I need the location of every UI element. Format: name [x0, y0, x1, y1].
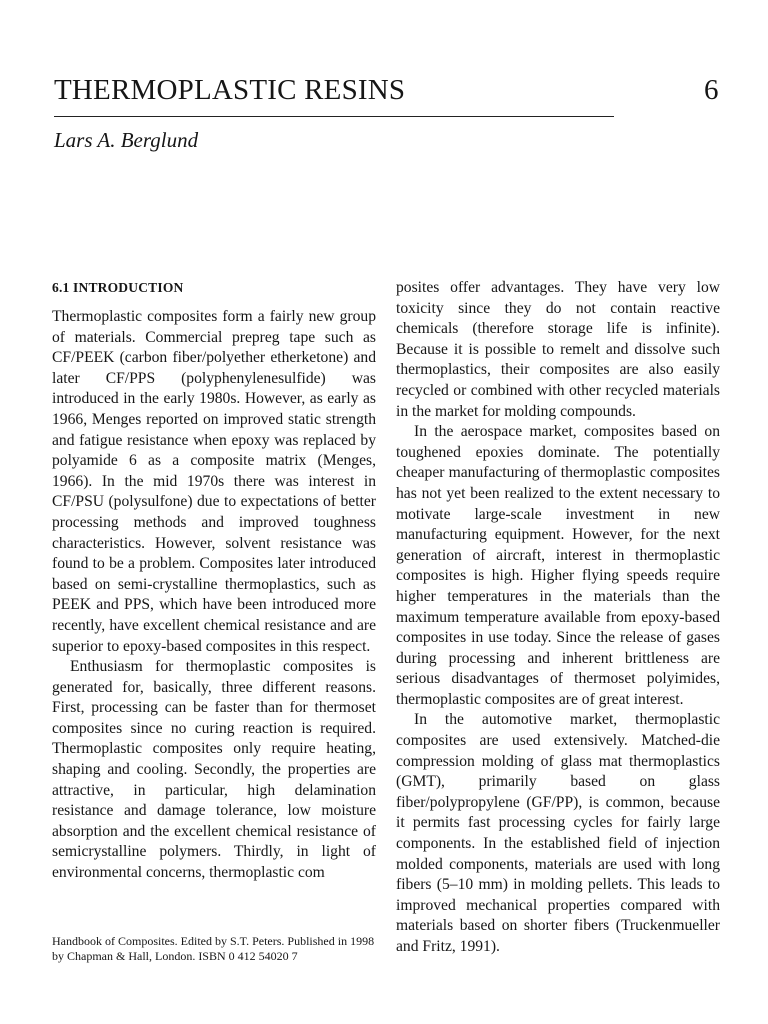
section-heading: 6.1 INTRODUCTION	[52, 280, 184, 295]
title-rule	[54, 116, 614, 117]
right-column	[396, 278, 720, 958]
paragraph: In the automotive market, thermoplastic composites are used extensively. Matched-die compression molding of glass mat thermoplastics (GMT), primarily based on glass fiber/polypropylene (GF/PP), is common, because it permits fast processing cycles for fairly large components. In the established field of injection molded components, materials are used with long fibers (5–10 mm) in molding pellets. This leads to improved mechanical properties compared with materials based on shorter fibers (Truckenmueller and Fritz, 1991).	[396, 711, 720, 955]
author-name: Lars A. Berglund	[54, 128, 199, 152]
paragraph: posites offer advantages. They have very low toxicity since they do not contain reactive chemicals (therefore storage life is infinite). Because it is possible to remelt and dissolve such thermoplastics, their composites are also easily recycled or combined with other recycled materials in the market for molding compounds.	[396, 279, 720, 420]
chapter-title: THERMOPLASTIC RESINS	[54, 74, 406, 106]
footnote: Handbook of Composites. Edited by S.T. Peters. Published in 1998 by Chapman & Hall, London. ISBN 0 412 54020 7	[52, 934, 375, 963]
paragraph: In the aerospace market, composites based on toughened epoxies dominate. The potentially cheaper manufacturing of thermoplastic composites has not yet been realized to the extent necessary to motivate large-scale investment in new manufacturing equipment. However, for the next generation of aircraft, interest in thermoplastic composites is high. Higher flying speeds require higher temperatures in the materials than the maximum temperature available from epoxy-based composites in use today. Since the release of gases during processing and inherent brittleness are serious disadvantages of thermoset polyimides, thermoplastic composites are of great interest.	[396, 423, 720, 708]
paragraph: Thermoplastic composites form a fairly new group of materials. Commercial prepreg tape such as CF/PEEK (carbon fiber/polyether etherketone) and later CF/PPS (polyphenylenesulfide) was introduced in the early 1980s. However, as early as 1966, Menges reported on improved static strength and fatigue resistance when epoxy was replaced by polyamide 6 as a composite matrix (Menges, 1966). In the mid 1970s there was interest in CF/PSU (polysulfone) due to expectations of better processing methods and improved toughness characteristics. However, solvent resistance was found to be a problem. Composites later introduced based on semi-crystalline thermoplastics, such as PEEK and PPS, which have been introduced more recently, have excellent chemical resistance and are superior to epoxy-based composites in this respect.	[52, 308, 376, 655]
chapter-number: 6	[704, 74, 719, 106]
paragraph: Enthusiasm for thermoplastic composites is generated for, basically, three different reasons. First, processing can be faster than for thermoset composites since no curing reaction is required. Thermoplastic composites only require heating, shaping and cooling. Secondly, the properties are attractive, in particular, high delamination resistance and damage tolerance, low moisture absorption and the excellent chemical resistance of semicrystalline polymers. Thirdly, in light of environmental concerns, thermoplastic com	[52, 658, 376, 882]
left-column	[52, 278, 376, 884]
